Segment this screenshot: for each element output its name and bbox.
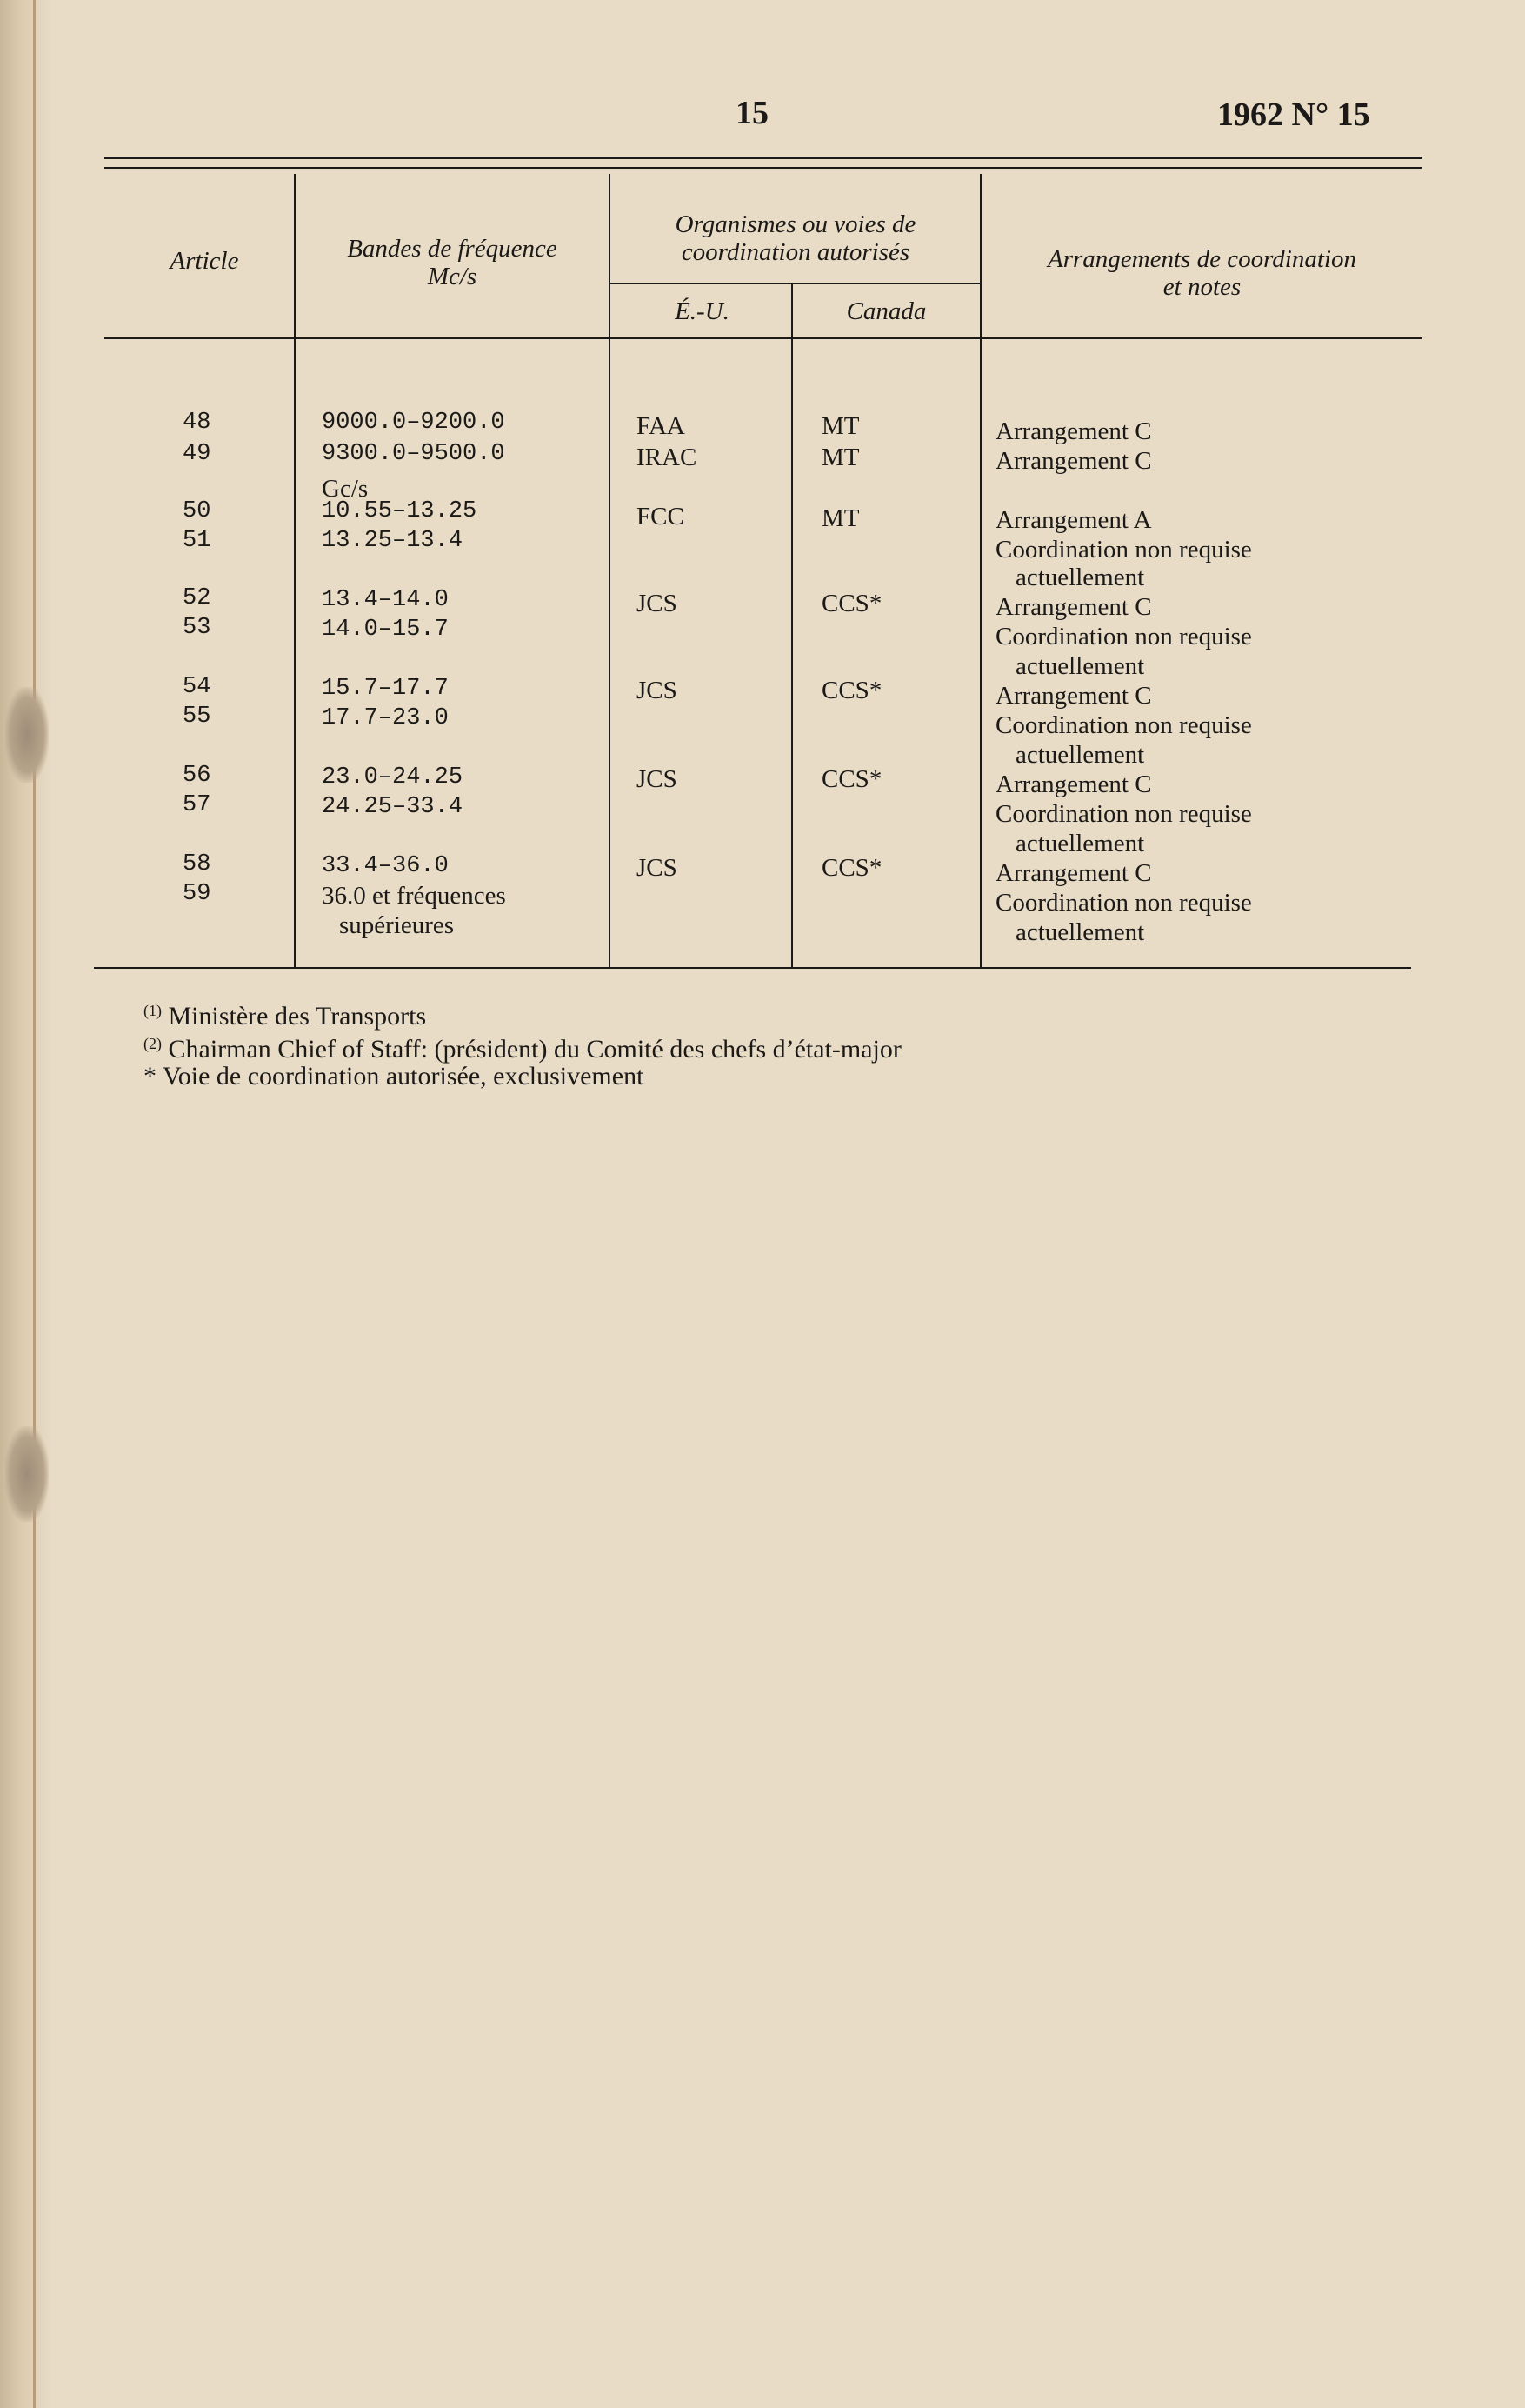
table-row-us: JCS [636,854,677,882]
table-row-article: 54 [183,674,211,700]
table-row-band: 33.4–36.0 [322,853,449,879]
table-row-article: 52 [183,585,211,611]
table-row-article: 50 [183,498,211,524]
page-binding-edge [0,0,52,2408]
table-row-canada: MT [822,504,860,532]
footnote-text: Ministère des Transports [168,1002,427,1031]
header-org-line1: Organismes ou voies de [675,210,916,238]
table-row-us: FAA [636,412,685,440]
header-canada: Canada [846,297,927,325]
table-row-note-cont: actuellement [1016,918,1145,946]
table-row-note: Arrangement A [996,506,1152,534]
footnote-text: Chairman Chief of Staff: (président) du Comité des chefs d’état-major [168,1035,902,1064]
table-row-article: 58 [183,851,211,877]
header-article: Article [170,247,239,275]
table-row-band: 13.4–14.0 [322,587,449,613]
header-bands-line1: Bandes de fréquence [347,235,557,263]
header-org-line2: coordination autorisés [681,238,910,266]
table-row-note: Coordination non requise [996,536,1252,564]
band-unit-label: Gc/s [322,475,369,503]
table-row-canada: MT [822,444,860,471]
table-row-canada: CCS* [822,854,882,882]
table-row-note: Arrangement C [996,859,1152,887]
table-row-note: Coordination non requise [996,889,1252,917]
table-row-canada: MT [822,412,860,440]
table-row-article: 48 [183,410,211,436]
table-row-band: 36.0 et fréquences [322,882,506,910]
table-row-band: 14.0–15.7 [322,617,449,643]
header-bottom-rule [104,337,1422,339]
footnote-mark: (1) [143,1002,162,1019]
table-row-article: 57 [183,792,211,818]
table-row-note: Coordination non requise [996,623,1252,650]
table-row-note: Coordination non requise [996,800,1252,828]
table-row-us: IRAC [636,444,697,471]
table-row-note: Arrangement C [996,593,1152,621]
table-row-us: JCS [636,765,677,793]
table-row-note: Coordination non requise [996,711,1252,739]
org-header-rule [609,283,980,284]
table-row-note-cont: actuellement [1016,830,1145,857]
binding-line [33,0,36,2408]
header-notes-line1: Arrangements de coordination [1048,245,1356,273]
table-row-canada: CCS* [822,765,882,793]
table-row-note: Arrangement C [996,417,1152,445]
staple-mark-top [5,687,49,783]
table-row-note: Arrangement C [996,770,1152,798]
table-row-band: 10.55–13.25 [322,498,477,524]
table-row-canada: CCS* [822,677,882,704]
table-row-band: 9000.0–9200.0 [322,410,505,436]
footnote-3 [143,1061,643,1092]
page-number: 15 [736,95,769,131]
table-row-canada: CCS* [822,590,882,617]
col-rule-2 [609,174,610,967]
table-row-note-cont: actuellement [1016,652,1145,680]
col-rule-1 [294,174,296,967]
table-row-us: JCS [636,677,677,704]
header-notes-line2: et notes [1162,273,1242,301]
table-row-article: 51 [183,528,211,554]
table-row-band-cont: supérieures [339,911,455,939]
footnote-2 [143,1028,902,1065]
table-row-band: 15.7–17.7 [322,676,449,702]
table-row-article: 53 [183,615,211,641]
issue-label: 1962 N° 15 [1217,97,1370,133]
table-row-article: 56 [183,763,211,789]
footnote-1 [143,995,426,1032]
table-row-note-cont: actuellement [1016,741,1145,769]
table-row-article: 49 [183,441,211,467]
header-bands-line2: Mc/s [427,263,477,290]
table-row-us: JCS [636,590,677,617]
footnote-mark: (2) [143,1035,162,1052]
table-row-article: 55 [183,704,211,730]
table-row-band: 23.0–24.25 [322,764,463,790]
table-row-band: 13.25–13.4 [322,528,463,554]
staple-mark-bottom [5,1426,49,1522]
col-rule-3 [791,283,793,967]
footnote-text: * Voie de coordination autorisée, exclusivement [143,1062,644,1091]
header-us: É.-U. [675,297,729,325]
table-row-article: 59 [183,881,211,907]
table-row-band: 24.25–33.4 [322,794,463,820]
table-row-band: 17.7–23.0 [322,705,449,731]
bottom-rule [94,967,1411,969]
top-rule-2 [104,167,1422,169]
table-row-note-cont: actuellement [1016,564,1145,591]
table-row-note: Arrangement C [996,682,1152,710]
top-rule-1 [104,157,1422,159]
col-rule-4 [980,174,982,967]
table-row-band: 9300.0–9500.0 [322,441,505,467]
table-row-us: FCC [636,503,684,530]
table-row-note: Arrangement C [996,447,1152,475]
